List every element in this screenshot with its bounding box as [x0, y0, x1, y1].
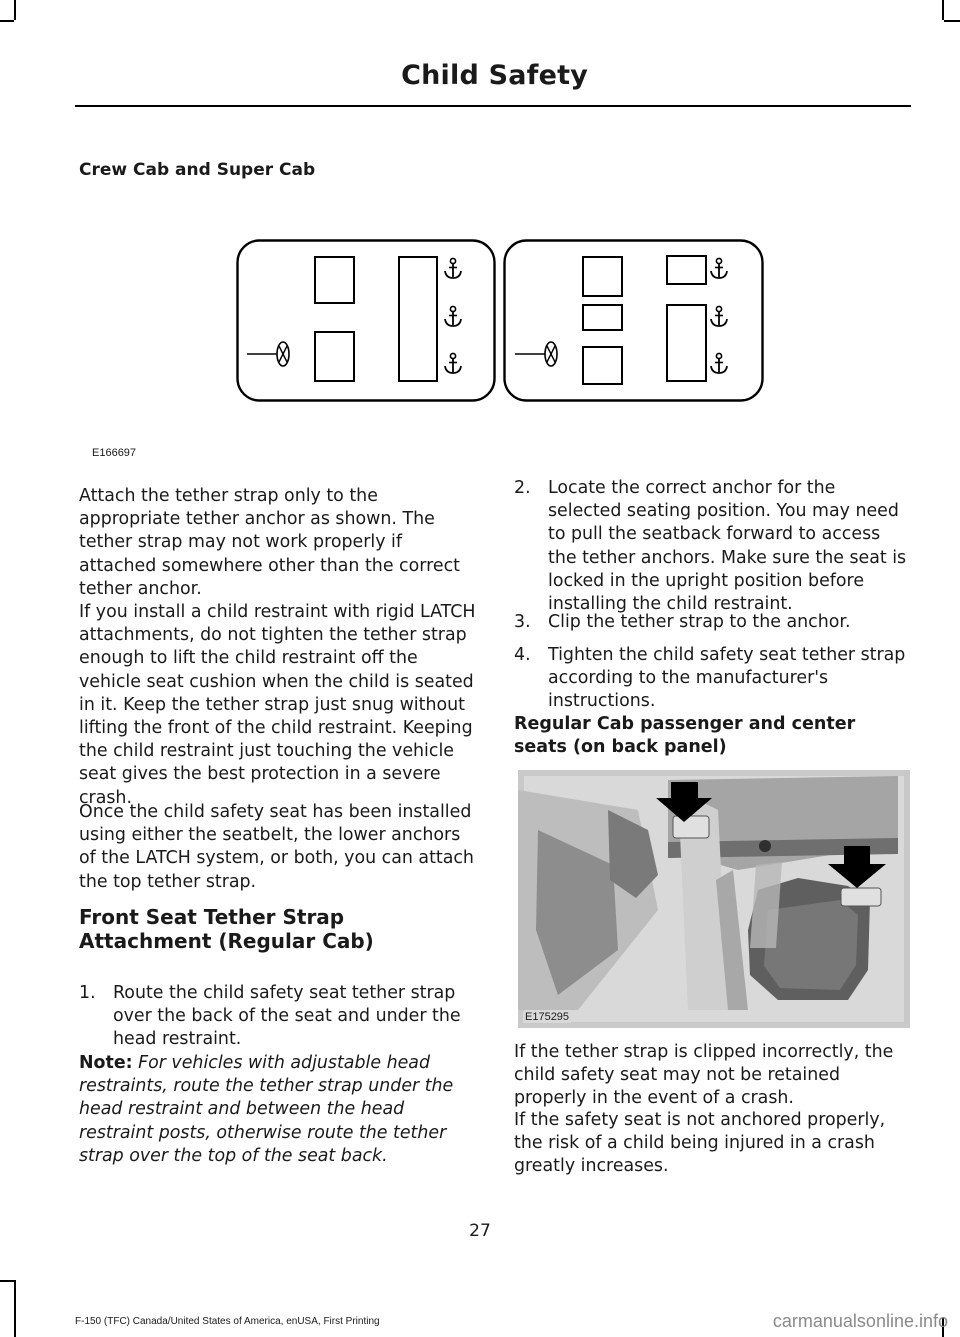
section-heading: Front Seat Tether Strap Attachment (Regular Cab): [79, 905, 374, 953]
regular-cab-heading: Regular Cab passenger and center seats (on back panel): [514, 714, 856, 757]
seat: [583, 347, 622, 384]
super-cab-outline: [505, 241, 763, 401]
step-number: 4.: [514, 645, 531, 665]
paragraph: Attach the tether strap only to the appropriate tether anchor as shown. The tether strap may not work properly if attached somewhere other than the correct tether anchor.: [79, 486, 460, 599]
figure-code: E166697: [92, 447, 137, 459]
anchor-icon: [445, 353, 461, 373]
crew-cab-outline: [238, 241, 495, 401]
paragraph: If the safety seat is not anchored properly, the risk of a child being injured in a crash greatly increases.: [514, 1110, 886, 1177]
back-panel-illustration: [518, 770, 910, 1028]
seat: [583, 305, 622, 330]
step-text: Locate the correct anchor for the selected seating position. You may need to pull the seatback forward to access the tether anchors. Make sure the seat is locked in the upright position before installing the child restraint.: [548, 478, 907, 615]
step-text: Tighten the child safety seat tether strap according to the manufacturer's instructions.: [548, 645, 906, 712]
seat: [315, 257, 354, 303]
crop-mark: [0, 1280, 14, 1282]
seat: [583, 257, 622, 296]
anchor-icon: [711, 258, 727, 278]
step-text: Clip the tether strap to the anchor.: [548, 612, 851, 632]
page-header-title: Child Safety: [401, 60, 588, 91]
crop-mark: [942, 0, 944, 20]
steering-wheel-icon: [247, 342, 289, 366]
footer-text: F-150 (TFC) Canada/United States of America, enUSA, First Printing: [75, 1316, 380, 1327]
paragraph: Once the child safety seat has been installed using either the seatbelt, the lower anchors of the LATCH system, or both, you can attach the top tether strap.: [79, 802, 474, 892]
rear-bench: [399, 257, 437, 381]
seat: [315, 332, 354, 381]
crop-mark: [14, 1280, 16, 1337]
crew-cab-heading: Crew Cab and Super Cab: [79, 160, 316, 180]
page-number: 27: [469, 1221, 491, 1241]
rear-seat: [667, 305, 706, 381]
step-number: 3.: [514, 612, 531, 632]
paragraph: If the tether strap is clipped incorrectly, the child safety seat may not be retained properly in the event of a crash.: [514, 1042, 894, 1109]
steering-wheel-icon: [515, 342, 557, 366]
paragraph: If you install a child restraint with rigid LATCH attachments, do not tighten the tether strap enough to lift the child restraint off the vehicle seat cushion when the child is seated in it. Keep the tether strap just snug without lifting the front of the child restraint. Keeping the child restraint just touching the vehicle seat gives the best protection in a severe crash.: [79, 602, 476, 808]
watermark: carmanualsonline.info: [772, 1311, 948, 1331]
step-number: 2.: [514, 478, 531, 498]
note: [79, 1052, 475, 1168]
header-rule: [75, 105, 911, 107]
note-label: Note:: [79, 1053, 133, 1073]
tether-anchor-diagram: [236, 239, 766, 403]
rear-seat: [667, 256, 706, 284]
crop-mark: [944, 20, 960, 22]
figure-code: E175295: [525, 1011, 570, 1023]
step-text: Route the child safety seat tether strap over the back of the seat and under the head restraint.: [113, 983, 461, 1050]
crop-mark: [14, 0, 16, 20]
anchor-icon: [445, 258, 461, 278]
crop-mark: [0, 20, 14, 22]
anchor-icon: [445, 306, 461, 326]
anchor-icon: [711, 306, 727, 326]
step-number: 1.: [79, 983, 96, 1003]
anchor-icon: [711, 353, 727, 373]
note-text: For vehicles with adjustable head restraints, route the tether strap under the head restraint and between the head restraint posts, otherwise route the tether strap over the top of the seat back.: [79, 1053, 454, 1166]
